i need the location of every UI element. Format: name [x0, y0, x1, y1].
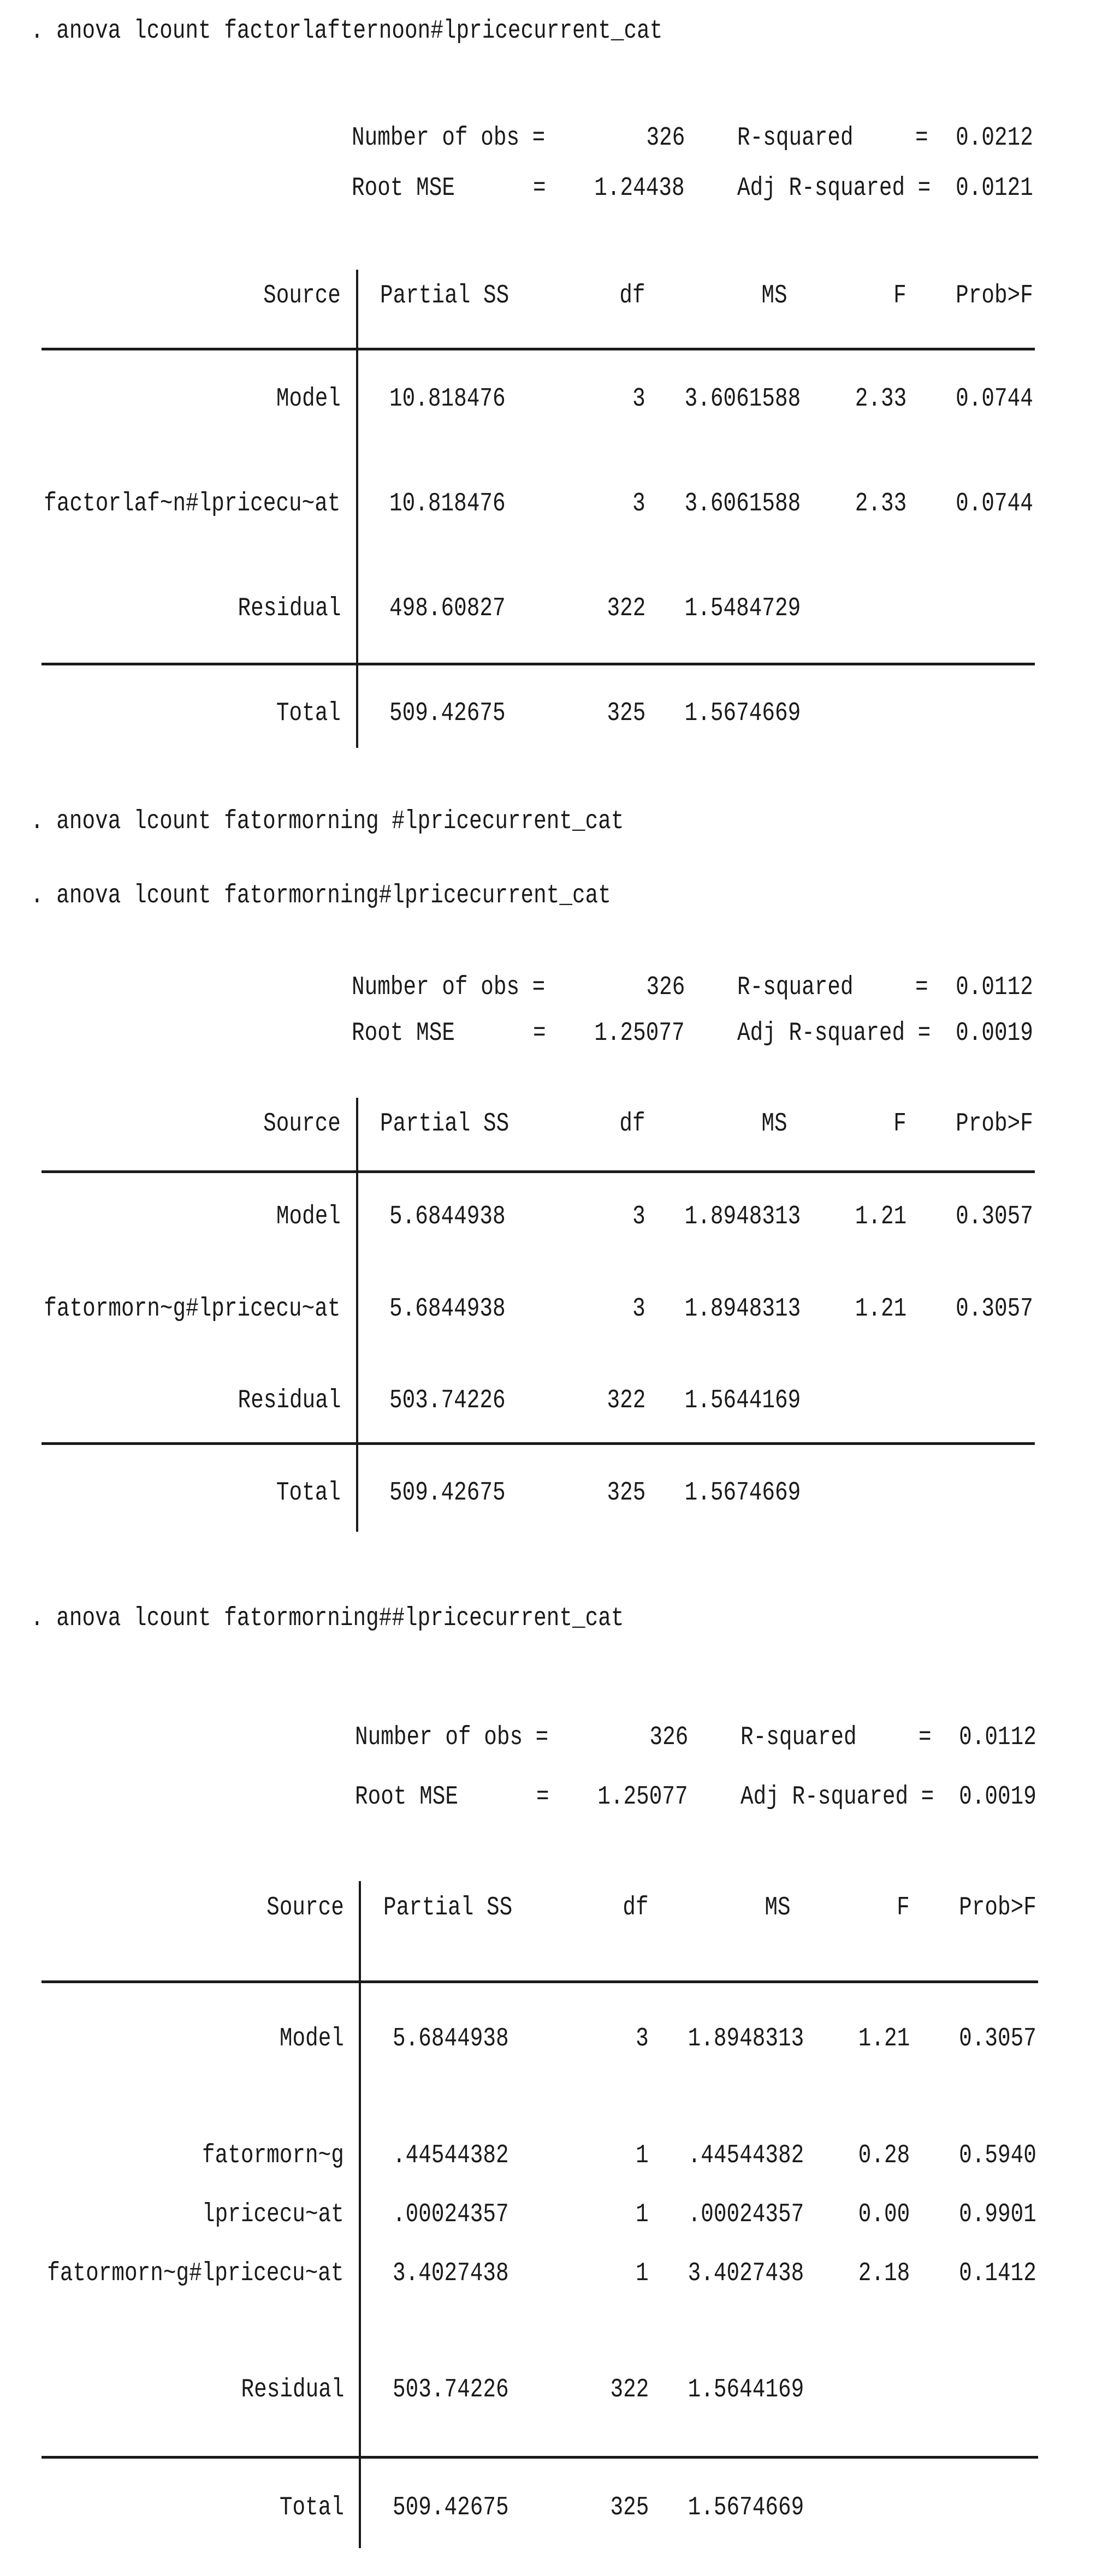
- table-rule: [42, 348, 1035, 350]
- row-ms: 1.5484729: [684, 594, 801, 623]
- col-f: F: [897, 1893, 910, 1923]
- row-df: 3: [632, 1202, 645, 1232]
- row-prob-f: 0.0744: [956, 384, 1033, 414]
- row-ms: 1.5644169: [688, 2375, 804, 2405]
- table-rule: [42, 1980, 1038, 1983]
- rmse-equals: =: [533, 174, 546, 203]
- row-ms: .44544382: [688, 2141, 804, 2170]
- col-f: F: [893, 281, 906, 311]
- row-f: 2.33: [855, 489, 906, 519]
- rmse-equals: =: [533, 1019, 546, 1048]
- row-partial-ss: 509.42675: [389, 699, 506, 728]
- r2-value: 0.0212: [956, 123, 1033, 153]
- row-df: 325: [607, 1478, 645, 1508]
- adj-r2-label: Adj R-squared =: [737, 1019, 931, 1048]
- row-prob-f: 0.3057: [956, 1294, 1033, 1324]
- row-partial-ss: .00024357: [393, 2200, 509, 2229]
- r2-label: R-squared: [737, 973, 854, 1002]
- row-df: 1: [636, 2141, 649, 2170]
- row-df: 1: [636, 2259, 649, 2288]
- row-df: 1: [636, 2200, 649, 2229]
- table-separator: [359, 1881, 361, 2548]
- row-prob-f: 0.5940: [959, 2141, 1036, 2170]
- rmse-value: 1.25077: [597, 1782, 688, 1812]
- row-ms: 1.8948313: [688, 2024, 804, 2054]
- row-f: 0.00: [858, 2200, 910, 2229]
- row-prob-f: 0.1412: [959, 2259, 1036, 2288]
- adj-r2-label: Adj R-squared =: [737, 174, 931, 203]
- row-ms: 3.6061588: [684, 489, 801, 519]
- row-partial-ss: 503.74226: [393, 2375, 509, 2405]
- nobs-value: 326: [649, 1723, 688, 1752]
- row-ms: 1.5674669: [684, 699, 801, 728]
- col-df: df: [619, 281, 645, 311]
- table-rule: [42, 2456, 1038, 2459]
- rmse-equals: =: [536, 1782, 549, 1812]
- col-df: df: [619, 1109, 645, 1139]
- col-source: Source: [266, 1893, 344, 1923]
- command-line: . anova lcount fatormorning #lpricecurrent_cat: [31, 807, 624, 836]
- row-source: Total: [276, 699, 341, 728]
- row-source: Residual: [238, 594, 341, 623]
- row-ms: 1.5674669: [688, 2493, 804, 2523]
- r2-equals: =: [915, 123, 928, 153]
- row-df: 3: [632, 1294, 645, 1324]
- rmse-value: 1.24438: [594, 174, 685, 203]
- table-separator: [356, 1098, 358, 1532]
- row-df: 3: [632, 489, 645, 519]
- row-source: Model: [276, 384, 341, 414]
- row-partial-ss: 509.42675: [389, 1478, 506, 1508]
- row-partial-ss: 3.4027438: [393, 2259, 509, 2288]
- row-df: 325: [607, 699, 645, 728]
- row-f: 1.21: [858, 2024, 910, 2054]
- row-partial-ss: 10.818476: [389, 384, 506, 414]
- row-source: Residual: [238, 1386, 341, 1415]
- r2-equals: =: [919, 1723, 932, 1752]
- row-f: 2.18: [858, 2259, 910, 2288]
- row-ms: 1.5674669: [684, 1478, 801, 1508]
- row-f: 1.21: [855, 1202, 906, 1232]
- command-line: . anova lcount fatormorning#lpricecurrent_cat: [31, 881, 611, 911]
- row-source: fatormorn~g#lpricecu~at: [44, 1294, 341, 1324]
- rmse-label: Root MSE: [355, 1782, 458, 1812]
- row-f: 1.21: [855, 1294, 906, 1324]
- rmse-label: Root MSE: [352, 1019, 455, 1048]
- r2-label: R-squared: [740, 1723, 857, 1752]
- r2-equals: =: [915, 973, 928, 1002]
- row-df: 325: [610, 2493, 649, 2523]
- nobs-label: Number of obs =: [352, 973, 546, 1002]
- col-partial-ss: Partial SS: [380, 1109, 509, 1139]
- row-partial-ss: .44544382: [393, 2141, 509, 2170]
- command-line: . anova lcount factorlafternoon#lpricecurrent_cat: [31, 16, 663, 46]
- row-df: 322: [607, 594, 645, 623]
- row-f: 2.33: [855, 384, 906, 414]
- adj-r2-value: 0.0019: [959, 1782, 1036, 1812]
- row-df: 3: [636, 2024, 649, 2054]
- row-ms: 1.8948313: [684, 1294, 801, 1324]
- nobs-value: 326: [646, 123, 685, 153]
- col-ms: MS: [761, 281, 787, 311]
- rmse-label: Root MSE: [352, 174, 455, 203]
- r2-value: 0.0112: [956, 973, 1033, 1002]
- row-partial-ss: 509.42675: [393, 2493, 509, 2523]
- col-f: F: [893, 1109, 906, 1139]
- row-df: 322: [610, 2375, 649, 2405]
- row-prob-f: 0.3057: [959, 2024, 1036, 2054]
- row-partial-ss: 5.6844938: [389, 1202, 506, 1232]
- r2-label: R-squared: [737, 123, 854, 153]
- nobs-label: Number of obs =: [355, 1723, 549, 1752]
- col-ms: MS: [765, 1893, 791, 1923]
- row-ms: 1.5644169: [684, 1386, 801, 1415]
- col-ms: MS: [761, 1109, 787, 1139]
- adj-r2-value: 0.0019: [956, 1019, 1033, 1048]
- row-ms: 3.6061588: [684, 384, 801, 414]
- col-prob-f: Prob>F: [956, 281, 1033, 311]
- row-source: fatormorn~g: [202, 2141, 344, 2170]
- col-source: Source: [263, 1109, 341, 1139]
- col-partial-ss: Partial SS: [380, 281, 509, 311]
- col-partial-ss: Partial SS: [383, 1893, 513, 1923]
- row-ms: .00024357: [688, 2200, 804, 2229]
- row-ms: 1.8948313: [684, 1202, 801, 1232]
- rmse-value: 1.25077: [594, 1019, 685, 1048]
- row-source: lpricecu~at: [202, 2200, 344, 2229]
- row-partial-ss: 498.60827: [389, 594, 506, 623]
- row-f: 0.28: [858, 2141, 910, 2170]
- row-partial-ss: 10.818476: [389, 489, 506, 519]
- adj-r2-label: Adj R-squared =: [740, 1782, 934, 1812]
- row-df: 3: [632, 384, 645, 414]
- row-prob-f: 0.9901: [959, 2200, 1036, 2229]
- row-source: Total: [279, 2493, 344, 2523]
- row-partial-ss: 5.6844938: [389, 1294, 506, 1324]
- nobs-value: 326: [646, 973, 685, 1002]
- row-source: Residual: [241, 2375, 344, 2405]
- row-partial-ss: 503.74226: [389, 1386, 506, 1415]
- adj-r2-value: 0.0121: [956, 174, 1033, 203]
- row-prob-f: 0.3057: [956, 1202, 1033, 1232]
- row-source: Model: [279, 2024, 344, 2054]
- col-source: Source: [263, 281, 341, 311]
- table-rule: [42, 1442, 1035, 1445]
- r2-value: 0.0112: [959, 1723, 1036, 1752]
- row-partial-ss: 5.6844938: [393, 2024, 509, 2054]
- nobs-label: Number of obs =: [352, 123, 546, 153]
- row-source: Total: [276, 1478, 341, 1508]
- table-rule: [42, 663, 1035, 665]
- row-source: factorlaf~n#lpricecu~at: [44, 489, 341, 519]
- col-df: df: [623, 1893, 649, 1923]
- table-separator: [356, 270, 358, 748]
- row-source: Model: [276, 1202, 341, 1232]
- col-prob-f: Prob>F: [959, 1893, 1036, 1923]
- table-rule: [42, 1170, 1035, 1173]
- col-prob-f: Prob>F: [956, 1109, 1033, 1139]
- row-ms: 3.4027438: [688, 2259, 804, 2288]
- row-df: 322: [607, 1386, 645, 1415]
- row-source: fatormorn~g#lpricecu~at: [47, 2259, 344, 2288]
- row-prob-f: 0.0744: [956, 489, 1033, 519]
- command-line: . anova lcount fatormorning##lpricecurrent_cat: [31, 1604, 624, 1633]
